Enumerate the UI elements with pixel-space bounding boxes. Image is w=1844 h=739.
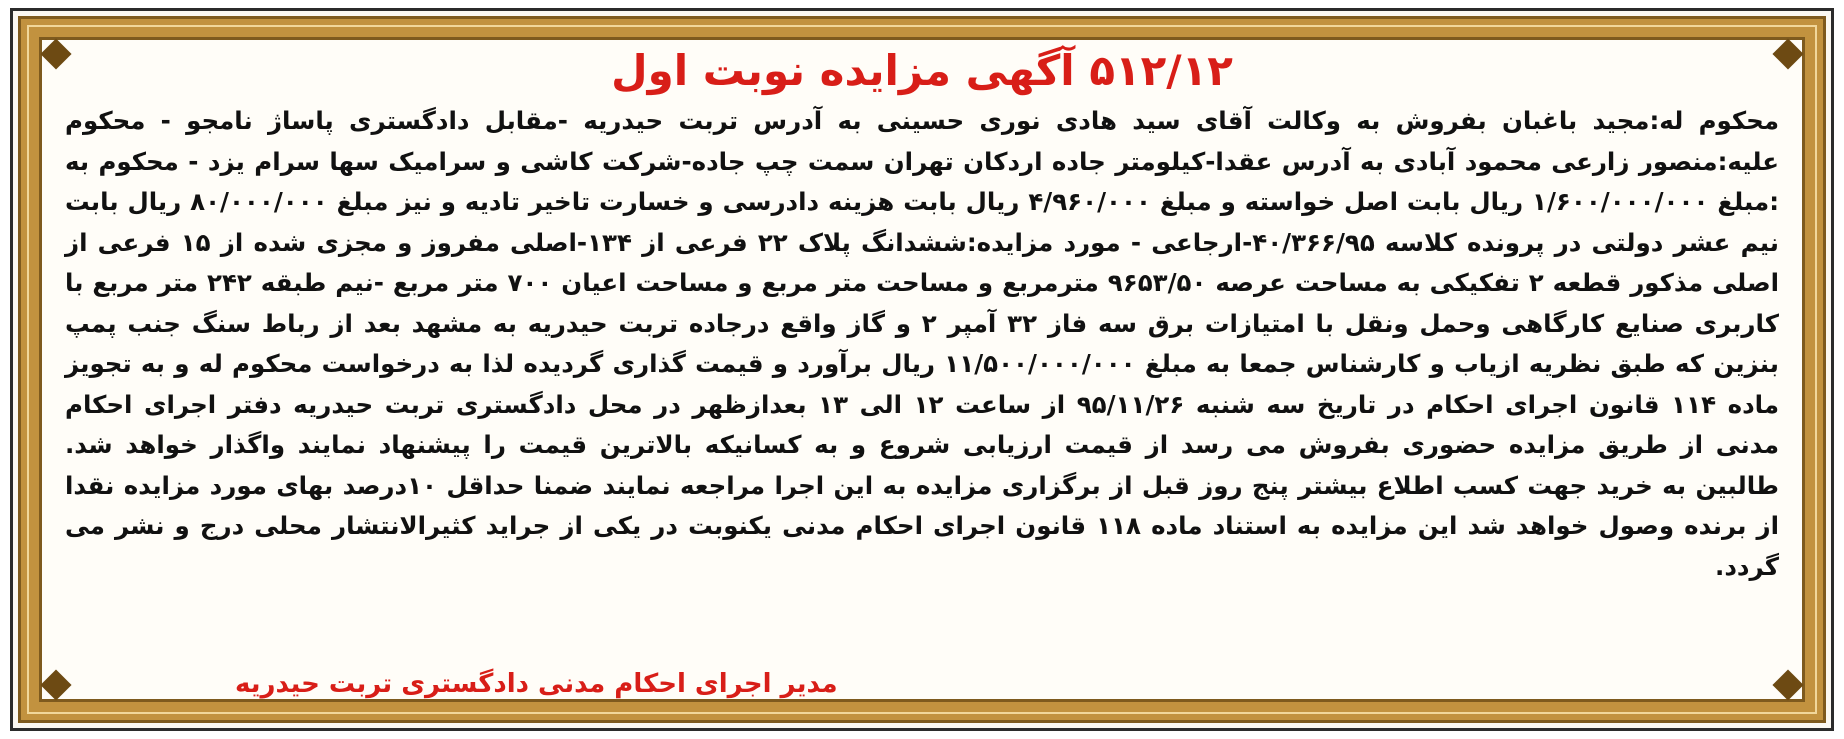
notice-title: ۵۱۲/۱۲ آگهی مزایده نوبت اول	[611, 46, 1233, 95]
auction-notice	[10, 8, 1834, 731]
notice-content	[65, 45, 1779, 704]
notice-signature: مدیر اجرای احکام مدنی دادگستری تربت حیدریه	[235, 669, 838, 699]
notice-body: محکوم له:مجید باغبان بفروش به وکالت آقای سید هادی نوری حسینی به آدرس تربت حیدریه -مقابل دادگستری پاساژ نامجو - محکوم علیه:منصور زارعی محمود آبادی به آدرس عقدا-کیلومتر جاده اردکان تهران سمت چپ جاده-شرکت کاشی و سرامیک سها سرام یزد - محکوم به :مبلغ ۱/۶۰۰/۰۰۰/۰۰۰ ریال بابت اصل خواسته و مبلغ ۴/۹۶۰/۰۰۰ ریال بابت هزینه دادرسی و خسارت تاخیر تادیه و نیز مبلغ ۸۰/۰۰۰/۰۰۰ ریال بابت نیم عشر دولتی در پرونده کلاسه ۴۰/۳۶۶/۹۵-ارجاعی - مورد مزایده:ششدانگ پلاک ۲۲ فرعی از ۱۳۴-اصلی مفروز و مجزی شده از ۱۵ فرعی از اصلی مذکور قطعه ۲ تفکیکی به مساحت عرصه ۹۶۵۳/۵۰ مترمربع و مساحت متر مربع و مساحت اعیان ۷۰۰ متر مربع -نیم طبقه ۲۴۲ متر مربع با کاربری صنایع کارگاهی وحمل ونقل با امتیازات برق سه فاز ۳۲ آمپر ۲ و گاز واقع درجاده تربت حیدریه به مشهد بعد از رباط سنگ جنب پمپ بنزین که طبق نظریه ازیاب و کارشناس جمعا به مبلغ ۱۱/۵۰۰/۰۰۰/۰۰۰ ریال برآورد و قیمت گذاری گردیده لذا به درخواست محکوم له و به تجویز ماده ۱۱۴ قانون اجرای احکام در تاریخ سه شنبه ۹۵/۱۱/۲۶ از ساعت ۱۲ الی ۱۳ بعدازظهر در محل دادگستری تربت حیدریه دفتر اجرای احکام مدنی از طریق مزایده حضوری بفروش می رسد از قیمت ارزیابی شروع و به کسانیکه بالاترین قیمت را پیشنهاد نمایند واگذار خواهد شد. طالبین به خرید جهت کسب اطلاع بیشتر پنج روز قبل از برگزاری مزایده به این اجرا مراجعه نمایند ضمنا حداقل ۱۰درصد بهای مورد مزایده نقدا از برنده وصول خواهد شد این مزایده به استناد ماده ۱۱۸ قانون اجرای احکام مدنی یکنوبت در یکی از جراید کثیرالانتشار محلی درج و نشر می گردد.	[65, 106, 1780, 581]
